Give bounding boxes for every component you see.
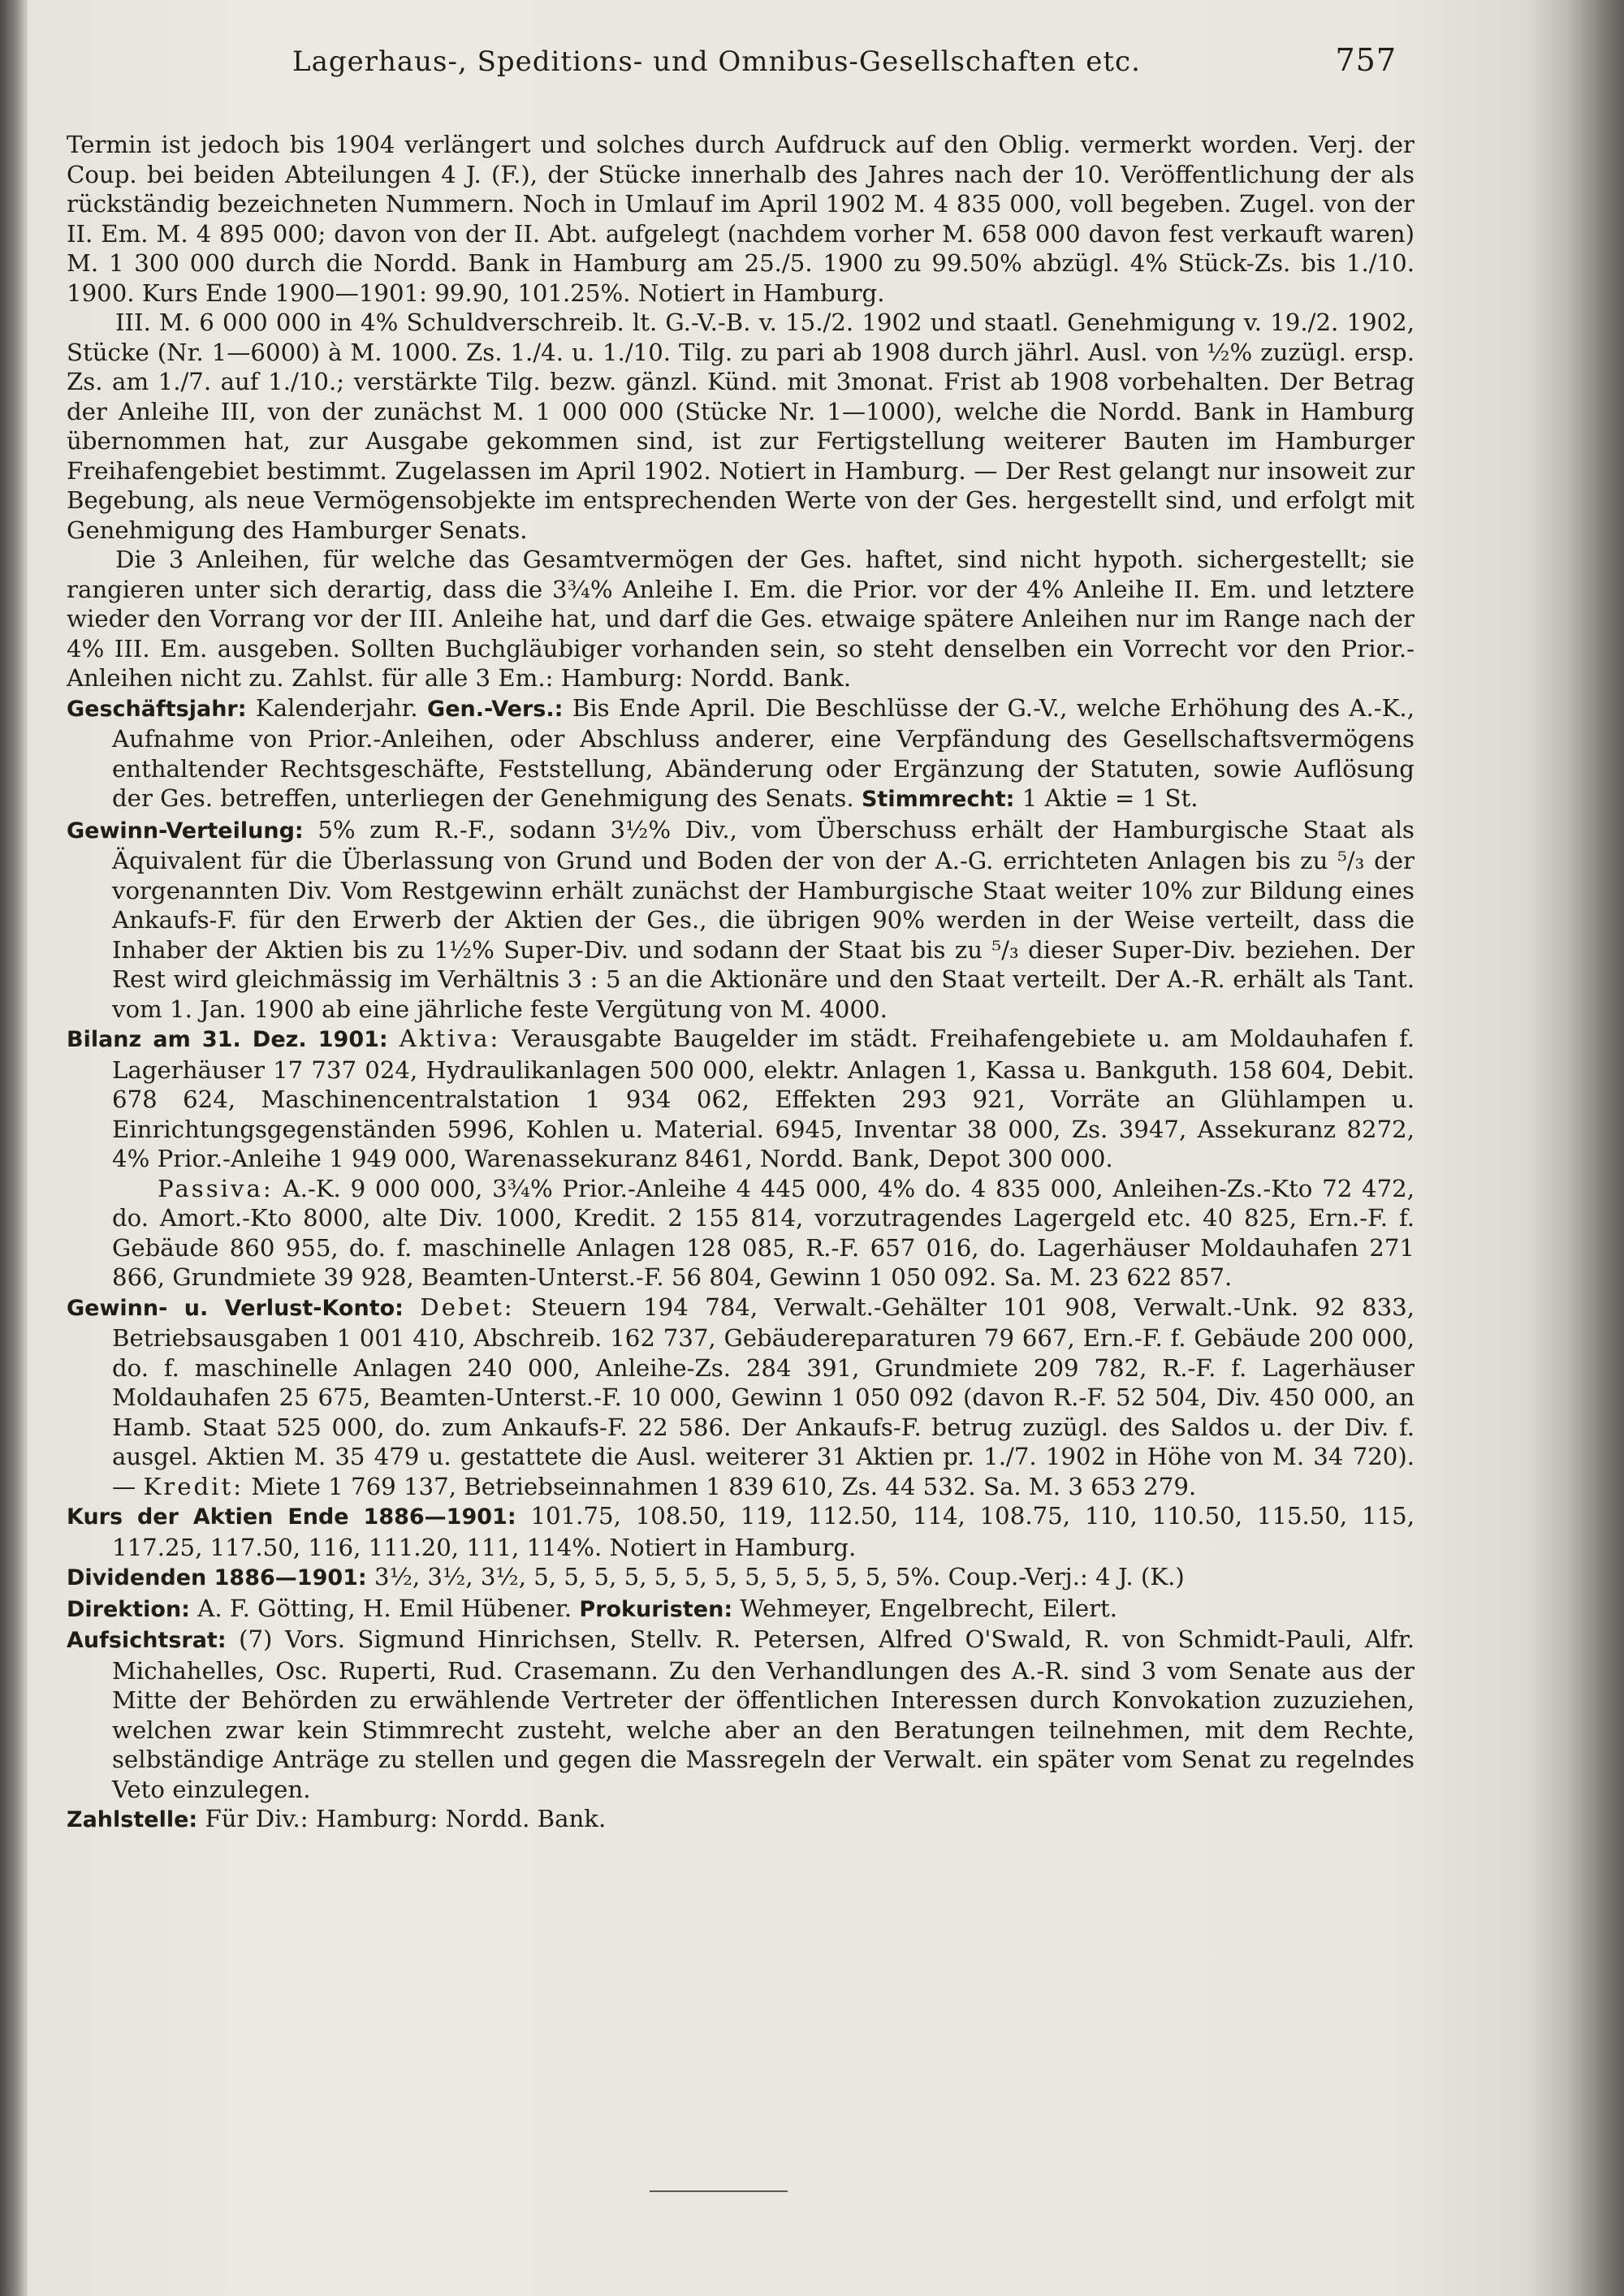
debet-label: Debet:: [420, 1293, 515, 1321]
dividenden-label: Dividenden 1886—1901:: [67, 1565, 367, 1590]
zahlstelle-label: Zahlstelle:: [67, 1807, 198, 1832]
section-gewinn-verlust: [67, 1293, 1415, 1502]
dividenden-text: 3½, 3½, 3½, 5, 5, 5, 5, 5, 5, 5, 5, 5, 5, 5, 5, 5%. Coup.-Verj.: 4 J. (K.): [374, 1563, 1185, 1590]
direktion-text: A. F. Götting, H. Emil Hübener.: [197, 1594, 572, 1622]
section-passiva: [67, 1174, 1415, 1293]
geschaeftsjahr-text: Kalenderjahr.: [255, 693, 418, 722]
genvers-label: Gen.-Vers.:: [427, 696, 564, 722]
direktion-label: Direktion:: [67, 1596, 190, 1622]
passiva-text: A.-K. 9 000 000, 3¾% Prior.-Anleihe 4 445 000, 4% do. 4 835 000, Anleihen-Zs.-Kto 72 472, do. Amort.-Kto 8000, alte Div. 1000, Kredit. 2 155 814, vorzutragendes Lagergeld etc. 40 825, Ern.-F. f. Gebäude 860 955, do. f. maschinelle Anlagen 128 085, R.-F. 657 016, do. Lagerhäuser Moldauhafen 271 866, Grundmiete 39 928, Beamten-Unterst.-F. 56 804, Gewinn 1 050 092. Sa. M. 23 622 857.: [112, 1174, 1415, 1291]
section-direktion: [67, 1594, 1415, 1625]
section-bilanz: [67, 1024, 1415, 1174]
passiva-label: Passiva:: [158, 1174, 274, 1202]
section-zahlstelle: [67, 1804, 1415, 1836]
paragraph-anleihe-ii: Termin ist jedoch bis 1904 verlängert und solches durch Aufdruck auf den Oblig. vermerkt worden. Verj. der Coup. bei beiden Abteilungen 4 J. (F.), der Stücke innerhalb des Jahres nach der 10. Veröffentlichung der als rückständig bezeichneten Nummern. Noch in Umlauf im April 1902 M. 4 835 000, voll begeben. Zugel. von der II. Em. M. 4 895 000; davon von der II. Abt. aufgelegt (nachdem vorher M. 658 000 davon fest verkauft waren) M. 1 300 000 durch die Nordd. Bank in Hamburg am 25./5. 1900 zu 99.50% abzügl. 4% Stück-Zs. bis 1./10. 1900. Kurs Ende 1900—1901: 99.90, 101.25%. Notiert in Hamburg.: [67, 131, 1415, 307]
zahlstelle-text: Für Div.: Hamburg: Nordd. Bank.: [205, 1805, 607, 1832]
kredit-label: Kredit:: [143, 1472, 244, 1500]
stimmrecht-text: 1 Aktie = 1 St.: [1021, 784, 1199, 812]
genvers-text: Bis Ende April. Die Beschlüsse der G.-V., welche Erhöhung des A.-K., Aufnahme von Prior.-Anleihen, oder Abschluss anderer, eine Verpfändung des Gesellschaftsvermögens enthaltender Rechtsgeschäfte, Feststellung, Abänderung oder Ergänzung der Statuten, sowie Auflösung der Ges. betreffen, unterliegen der Genehmigung des Senats.: [112, 693, 1415, 812]
section-aufsichtsrat: [67, 1625, 1415, 1804]
aufsichtsrat-label: Aufsichtsrat:: [67, 1628, 227, 1653]
stimmrecht-label: Stimmrecht:: [861, 787, 1015, 812]
paragraph-anleihe-iii: III. M. 6 000 000 in 4% Schuldverschreib. lt. G.-V.-B. v. 15./2. 1902 und staatl. Genehmigung v. 19./2. 1902, Stücke (Nr. 1—6000) à M. 1000. Zs. 1./4. u. 1./10. Tilg. zu pari ab 1908 durch jährl. Ausl. von ½% zuzügl. ersp. Zs. am 1./7. auf 1./10.; verstärkte Tilg. bezw. gänzl. Künd. mit 3monat. Frist ab 1908 vorbehalten. Der Betrag der Anleihe III, von der zunächst M. 1 000 000 (Stücke Nr. 1—1000), welche die Nordd. Bank in Hamburg übernommen hat, zur Ausgabe gekommen sind, ist zur Fertigstellung weiterer Bauten im Hamburger Freihafengebiet bestimmt. Zugelassen im April 1902. Notiert in Hamburg. — Der Rest gelangt nur insoweit zur Begebung, als neue Vermögensobjekte im entsprechenden Werte von der Ges. hergestellt sind, und erfolgt mit Genehmigung des Hamburger Senats.: [67, 309, 1415, 544]
gewinnverteilung-label: Gewinn-Verteilung:: [67, 818, 304, 844]
debet-text: Steuern 194 784, Verwalt.-Gehälter 101 908, Verwalt.-Unk. 92 833, Betriebsausgaben 1 001 410, Abschreib. 162 737, Gebäudereparaturen 79 667, Ern.-F. f. Gebäude 200 000, do. f. maschinelle Anlagen 240 000, Anleihe-Zs. 284 391, Grundmiete 209 782, R.-F. f. Lagerhäuser Moldauhafen 25 675, Beamten-Unterst.-F. 10 000, Gewinn 1 050 092 (davon R.-F. 52 504, Div. 450 000, an Hamb. Staat 525 000, do. zum Ankaufs-F. 22 586. Der Ankaufs-F. betrug zuzügl. des Saldos u. der Div. f. ausgel. Aktien M. 35 479 u. gestattete die Ausl. weiterer 31 Aktien pr. 1./7. 1902 in Höhe von M. 34 720). —: [112, 1293, 1415, 1500]
running-title: Lagerhaus-, Speditions- und Omnibus-Gesellschaften etc.: [292, 45, 1141, 78]
kredit-text: Miete 1 769 137, Betriebseinnahmen 1 839 610, Zs. 44 532. Sa. M. 3 653 279.: [251, 1472, 1197, 1500]
guv-label: Gewinn- u. Verlust-Konto:: [67, 1295, 404, 1321]
page-header: [292, 42, 1397, 86]
section-geschaeftsjahr: [67, 693, 1415, 815]
aufsichtsrat-text: (7) Vors. Sigmund Hinrichsen, Stellv. R. Petersen, Alfred O'Swald, R. von Schmidt-Pauli, Alfr. Michahelles, Osc. Ruperti, Rud. Crasemann. Zu den Verhandlungen des A.-R. sind 3 vom Senate aus der Mitte der Behörden zu erwählende Vertreter der öffentlichen Interessen durch Konvokation zuzuziehen, welchen zwar kein Stimmrecht zusteht, welche aber an den Beratungen teilnehmen, mit dem Rechte, selbständige Anträge zu stellen und gegen die Massregeln der Verwalt. ein später vom Senat zu regelndes Veto einzulegen.: [112, 1625, 1415, 1803]
prokuristen-text: Wehmeyer, Engelbrecht, Eilert.: [740, 1594, 1118, 1622]
page-body: [67, 130, 1415, 1836]
aktiva-label: Aktiva:: [399, 1025, 501, 1052]
section-gewinn-verteilung: [67, 815, 1415, 1025]
book-spine-shadow: [0, 0, 28, 2296]
section-kurs: [67, 1501, 1415, 1562]
closing-rule: [650, 2190, 788, 2192]
bilanz-label: Bilanz am 31. Dez. 1901:: [67, 1027, 388, 1052]
gewinnverteilung-text: 5% zum R.-F., sodann 3½% Div., vom Überschuss erhält der Hamburgische Staat als Äquivalent für die Überlassung von Grund und Boden der von der A.-G. errichteten Anlagen bis zu ⁵/₃ der vorgenannten Div. Vom Restgewinn erhält zunächst der Hamburgische Staat weiter 10% zur Bildung eines Ankaufs-F. für den Erwerb der Aktien der Ges., die übrigen 90% werden in der Weise verteilt, dass die Inhaber der Aktien bis zu 1½% Super-Div. und sodann der Staat bis zu ⁵/₃ dieser Super-Div. beziehen. Der Rest wird gleichmässig im Verhältnis 3 : 5 an die Aktionäre und den Staat verteilt. Der A.-R. erhält als Tant. vom 1. Jan. 1900 ab eine jährliche feste Vergütung von M. 4000.: [112, 815, 1415, 1023]
geschaeftsjahr-label: Geschäftsjahr:: [67, 696, 247, 722]
kurs-text: 101.75, 108.50, 119, 112.50, 114, 108.75, 110, 110.50, 115.50, 115, 117.25, 117.50, 116, 111.20, 111, 114%. Notiert in Hamburg.: [112, 1502, 1415, 1561]
paragraph-anleihen-rang: Die 3 Anleihen, für welche das Gesamtvermögen der Ges. haftet, sind nicht hypoth. sichergestellt; sie rangieren unter sich derartig, dass die 3¾% Anleihe I. Em. die Prior. vor der 4% Anleihe II. Em. und letztere wieder den Vorrang vor der III. Anleihe hat, und darf die Ges. etwaige spätere Anleihen nur im Range nach der 4% III. Em. ausgeben. Sollten Buchgläubiger vorhanden sein, so steht denselben ein Vorrecht vor den Prior.-Anleihen nicht zu. Zahlst. für alle 3 Em.: Hamburg: Nordd. Bank.: [67, 546, 1415, 692]
aktiva-text: Verausgabte Baugelder im städt. Freihafengebiete u. am Moldauhafen f. Lagerhäuser 17 737 024, Hydraulikanlagen 500 000, elektr. Anlagen 1, Kassa u. Bankguth. 158 604, Debit. 678 624, Maschinencentralstation 1 934 062, Effekten 293 921, Vorräte an Glühlampen u. Einrichtungsgegenständen 5996, Kohlen u. Material. 6945, Inventar 38 000, Zs. 3947, Assekuranz 8272, 4% Prior.-Anleihe 1 949 000, Warenassekuranz 8461, Nordd. Bank, Depot 300 000.: [112, 1025, 1415, 1172]
page-number: 757: [1335, 42, 1397, 78]
section-dividenden: [67, 1562, 1415, 1594]
kurs-label: Kurs der Aktien Ende 1886—1901:: [67, 1504, 516, 1530]
prokuristen-label: Prokuristen:: [579, 1596, 733, 1622]
